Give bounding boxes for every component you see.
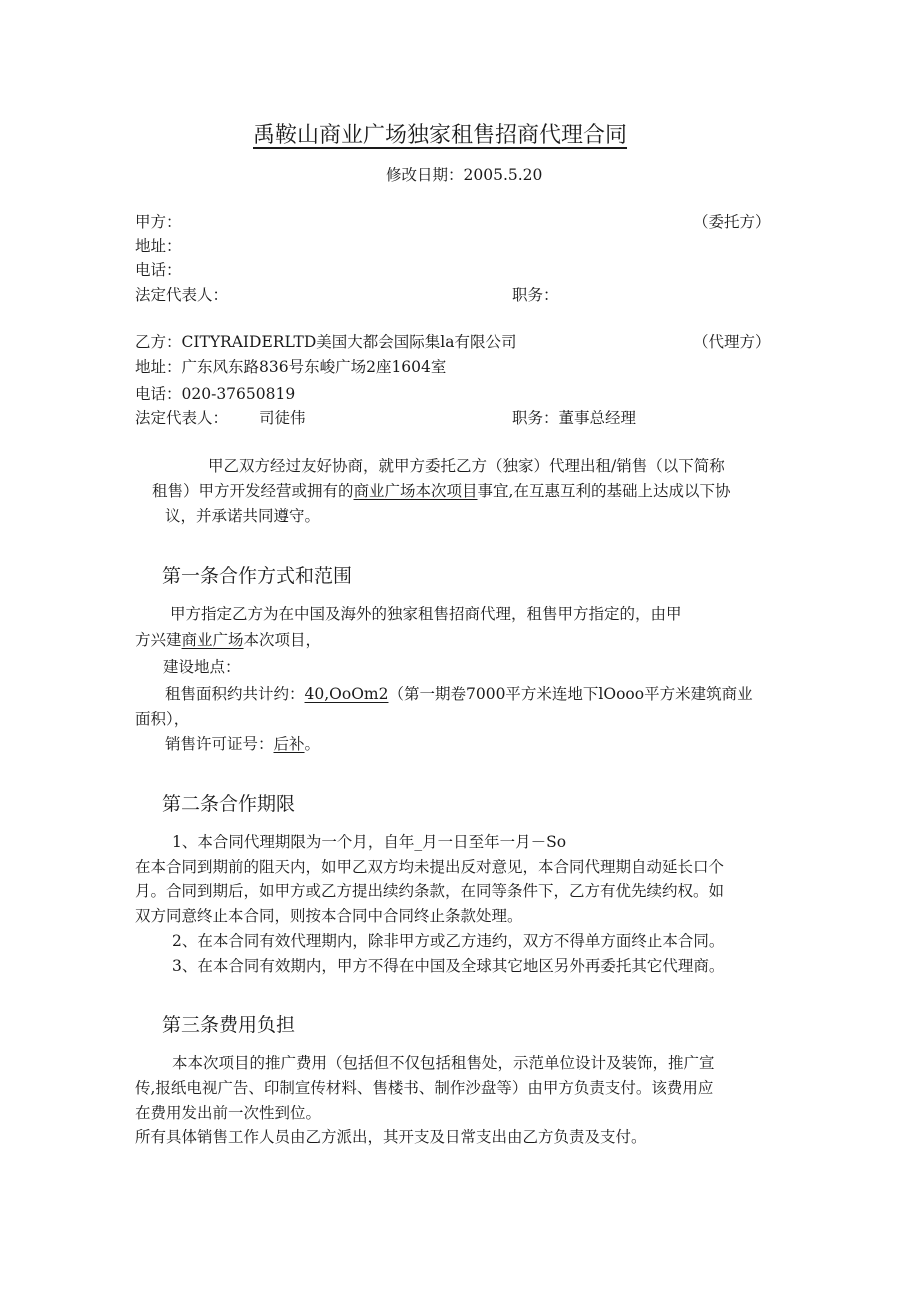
article-1-plaza-name: 商业广场 — [181, 631, 244, 649]
party-b-label: 乙方：CITYRAIDERLTD美国大都会国际集la有限公司 — [135, 333, 517, 351]
article-3-heading: 第三条费用负担 — [162, 1014, 296, 1036]
party-a-address-label: 地址： — [135, 237, 182, 255]
article-3-para-line-1: 本本次项目的推广费用（包括但不仅包括租售处，示范单位设计及装饰，推广宣 — [172, 1054, 715, 1072]
preamble-project-name: 商业广场本次项目 — [353, 482, 478, 500]
article-1-heading: 第一条合作方式和范围 — [162, 565, 353, 587]
party-b-position: 职务：董事总经理 — [512, 409, 637, 427]
rental-area-line-2: 面积）， — [135, 710, 190, 728]
sales-permit-end: 。 — [304, 735, 321, 753]
party-b-address: 地址：广东风东路836号东峻广场2座1604室 — [135, 358, 447, 376]
preamble-line-2-pre: 租售）甲方开发经营或拥有的 — [152, 482, 354, 500]
party-a-label: 甲方： — [135, 213, 182, 231]
article-2-clause-1-line-2: 在本合同到期前的阻天内，如甲乙双方均未提出反对意见，本合同代理期自动延长口个 — [135, 858, 725, 876]
preamble-line-2 — [152, 481, 730, 501]
rental-area-value: 40,OoOm2 — [304, 685, 389, 703]
rental-area-post: （第一期卷7000平方米连地下lOooo平方米建筑商业 — [388, 685, 753, 703]
article-2-clause-1-line-1: 1、本合同代理期限为一个月，自年_月一日至年一月－So — [172, 833, 567, 851]
party-b-role: （代理方） — [693, 333, 771, 351]
article-1-line-2-pre: 方兴建 — [135, 631, 182, 649]
party-a-role: （委托方） — [693, 213, 771, 231]
preamble-line-2-post: 事宜,在互惠互利的基础上达成以下协 — [477, 482, 731, 500]
article-3-para-line-3: 在费用发出前一次性到位。 — [135, 1104, 322, 1122]
article-2-clause-3: 3、在本合同有效期内，甲方不得在中国及全球其它地区另外再委托其它代理商。 — [172, 957, 725, 975]
party-b-rep-label: 法定代表人： — [135, 409, 229, 427]
article-2-clause-1-line-4: 双方同意终止本合同，则按本合同中合同终止条款处理。 — [135, 907, 523, 925]
article-3-para-line-2: 传,报纸电视广告、印制宣传材料、售楼书、制作沙盘等）由甲方负责支付。该费用应 — [135, 1079, 714, 1097]
sales-permit-value: 后补 — [273, 735, 305, 753]
sales-permit-label: 销售许可证号： — [165, 735, 274, 753]
rental-area-line — [165, 684, 753, 704]
article-2-heading: 第二条合作期限 — [162, 793, 296, 815]
party-b-phone: 电话：020-37650819 — [135, 385, 296, 403]
document-title: 禹鞍山商业广场独家租售招商代理合同 — [253, 123, 628, 148]
revision-date: 修改日期：2005.5.20 — [386, 166, 543, 184]
preamble-line-1: 甲乙双方经过友好协商，就甲方委托乙方（独家）代理出租/销售（以下简称 — [208, 457, 725, 475]
article-1-para-line-1: 甲方指定乙方为在中国及海外的独家租售招商代理，租售甲方指定的，由甲 — [170, 605, 682, 623]
article-3-para-2: 所有具体销售工作人员由乙方派出，其开支及日常支出由乙方负责及支付。 — [135, 1128, 647, 1146]
party-b-rep-name: 司徒伟 — [259, 409, 306, 427]
rental-area-pre: 租售面积约共计约： — [165, 685, 305, 703]
party-a-position-label: 职务： — [512, 286, 559, 304]
article-1-line-2-post: 本次项目， — [243, 631, 322, 649]
sales-permit-line — [165, 734, 320, 754]
party-a-rep-label: 法定代表人： — [135, 286, 229, 304]
preamble-line-3: 议，并承诺共同遵守。 — [165, 507, 321, 525]
article-1-para-line-2 — [135, 630, 321, 650]
construction-site-label: 建设地点： — [163, 658, 241, 676]
article-2-clause-2: 2、在本合同有效代理期内，除非甲方或乙方违约，双方不得单方面终止本合同。 — [172, 932, 725, 950]
party-a-phone-label: 电话： — [135, 261, 182, 279]
article-2-clause-1-line-3: 月。合同到期后，如甲方或乙方提出续约条款，在同等条件下，乙方有优先续约权。如 — [135, 882, 725, 900]
